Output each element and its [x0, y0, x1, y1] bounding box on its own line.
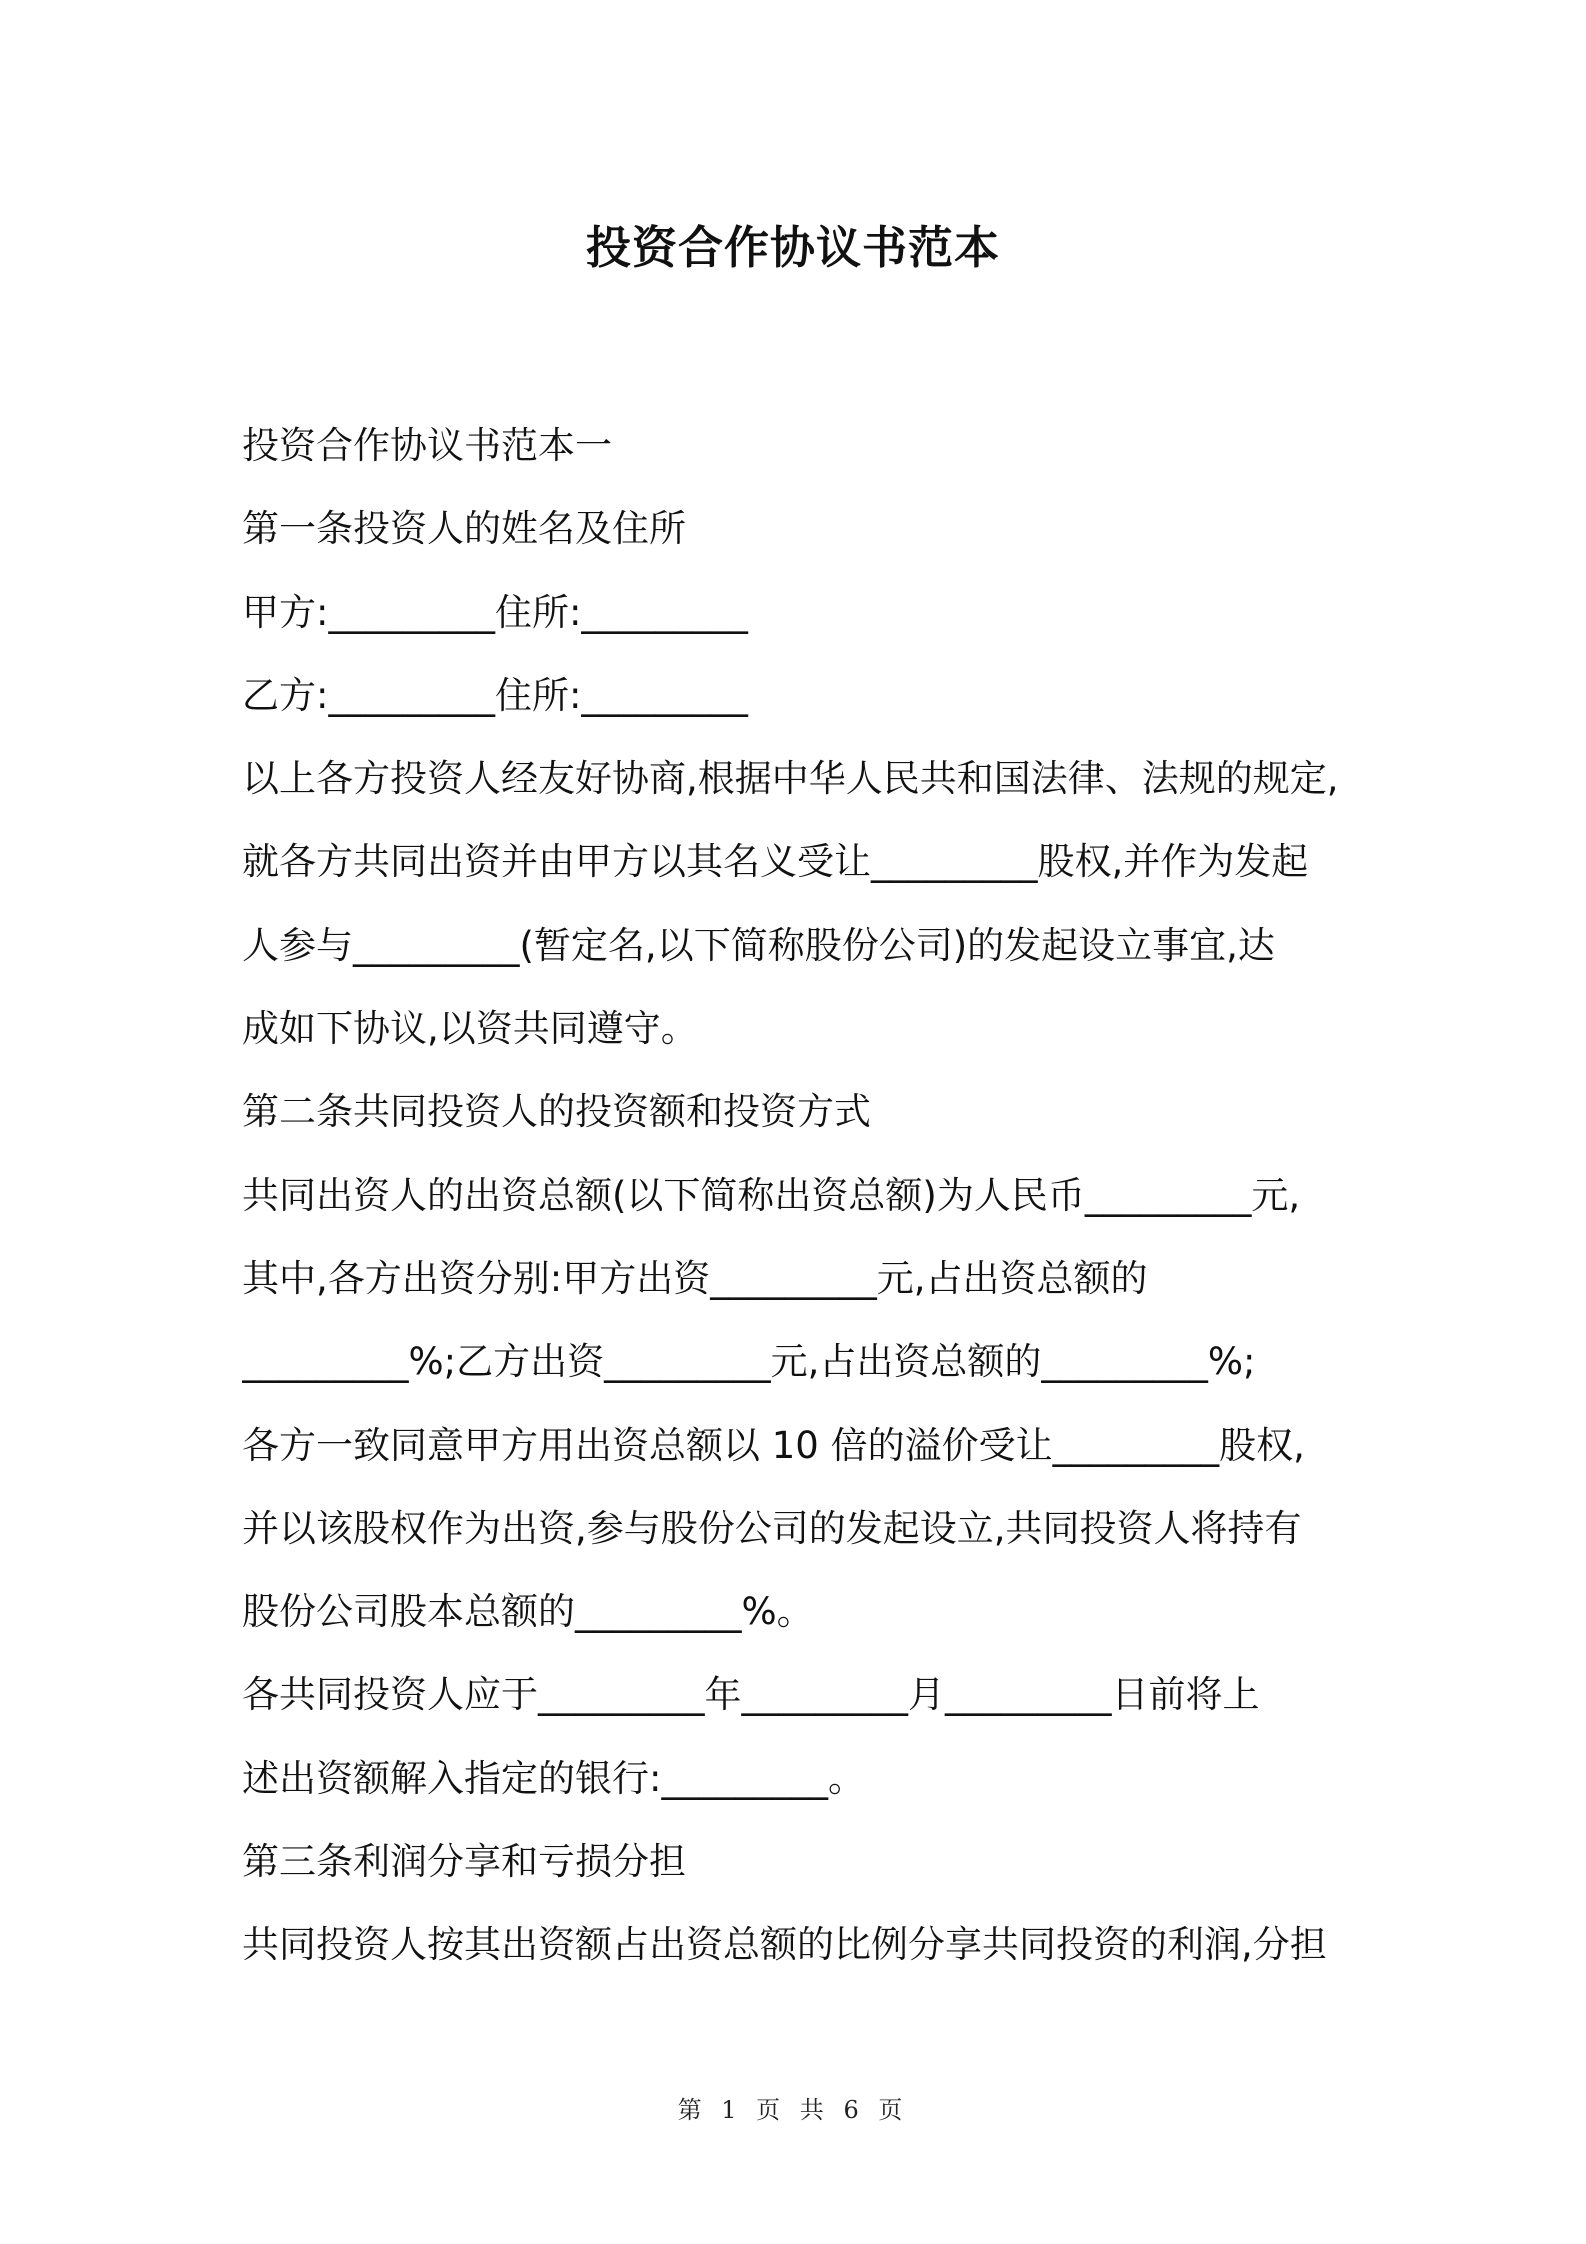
- page-number: 第 1 页 共 6 页: [677, 2096, 909, 2124]
- body-line: 共同投资人按其出资额占出资总额的比例分享共同投资的利润,分担: [242, 1923, 1327, 1967]
- body-line: 第三条利润分享和亏损分担: [242, 1840, 686, 1884]
- body-line: 投资合作协议书范本一: [242, 424, 612, 467]
- body-line: 第二条共同投资人的投资额和投资方式: [242, 1090, 871, 1134]
- body-line: 第一条投资人的姓名及住所: [242, 507, 686, 551]
- document-body: [242, 404, 1362, 1987]
- body-line: 甲方:_________住所:_________: [242, 590, 748, 634]
- body-line: 就各方共同出资并由甲方以其名义受让_________股权,并作为发起: [242, 840, 1309, 884]
- body-line: 股份公司股本总额的_________%。: [242, 1590, 814, 1634]
- document-title: 投资合作协议书范本: [585, 221, 1000, 274]
- body-line: 以上各方投资人经友好协商,根据中华人民共和国法律、法规的规定,: [242, 757, 1339, 801]
- body-line: 并以该股权作为出资,参与股份公司的发起设立,共同投资人将持有: [242, 1506, 1302, 1550]
- body-line: 述出资额解入指定的银行:_________。: [242, 1756, 865, 1800]
- body-line: _________%;乙方出资_________元,占出资总额的_________%;: [242, 1340, 1256, 1384]
- body-line: 成如下协议,以资共同遵守。: [242, 1007, 698, 1051]
- body-line: 乙方:_________住所:_________: [242, 673, 748, 717]
- body-line: 共同出资人的出资总额(以下简称出资总额)为人民币_________元,: [242, 1173, 1301, 1217]
- body-line: 各方一致同意甲方用出资总额以 10 倍的溢价受让_________股权,: [242, 1423, 1305, 1467]
- body-line: 人参与_________(暂定名,以下简称股份公司)的发起设立事宜,达: [242, 923, 1275, 967]
- body-line: 各共同投资人应于_________年_________月_________日前将上: [242, 1673, 1260, 1717]
- body-line: 其中,各方出资分别:甲方出资_________元,占出资总额的: [242, 1256, 1148, 1300]
